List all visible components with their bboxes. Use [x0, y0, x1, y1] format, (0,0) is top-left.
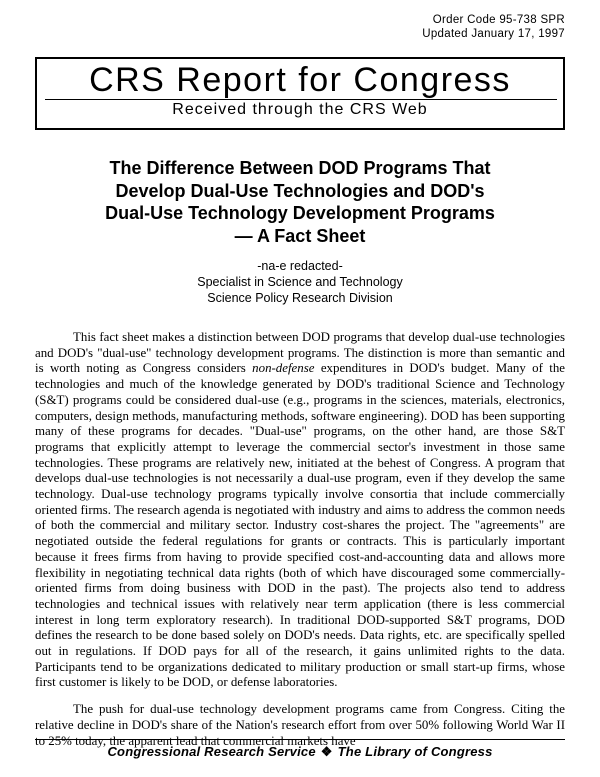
paragraph-1-text-pre: This fact sheet makes a distinction between DOD programs that develop dual-use technologies and DOD's "dual-use" technology development programs. The distinction is more than semantic and is worth noting as Congress considers: [35, 330, 565, 376]
report-title: [0, 157, 600, 247]
footer-loc-label: The Library of Congress: [337, 744, 493, 759]
paragraph-1-italic-phrase: non-defense: [252, 361, 315, 376]
author-role: Specialist in Science and Technology: [197, 275, 403, 289]
paragraph-2: The push for dual-use technology development programs came from Congress. Citing the relative decline in DOD's share of the Nation's research effort from over 50% following World War II to 25% today, the apparent lead that commercial markets have: [35, 702, 565, 748]
diamond-separator-icon: ❖: [320, 744, 333, 759]
masthead-title: CRS Report for Congress: [89, 61, 511, 99]
order-code-block: [422, 13, 565, 41]
author-block: [0, 258, 600, 306]
report-title-line-2: Develop Dual-Use Technologies and DOD's: [115, 180, 485, 201]
masthead-subtitle: Received through the CRS Web: [172, 101, 428, 118]
updated-date: Updated January 17, 1997: [422, 28, 565, 40]
order-code: Order Code 95-738 SPR: [432, 14, 565, 26]
report-title-line-3: Dual-Use Technology Development Programs: [105, 203, 495, 223]
report-title-line-4: — A Fact Sheet: [234, 225, 366, 246]
footer: [0, 744, 600, 760]
masthead-box: [35, 57, 565, 130]
author-name: -na-e redacted-: [257, 259, 343, 273]
footer-crs-label: Congressional Research Service: [107, 744, 316, 759]
report-title-line-1: The Difference Between DOD Programs That: [109, 158, 491, 178]
paragraph-1-text-post: expenditures in DOD's budget. Many of the technologies and much of the knowledge generated by DOD's traditional Science and Technology (S&T) programs could be considered dual-use (e.g., programs in the sciences, materials, electronics, computers, design methods, manufacturing methods, software engineering). DOD has been supporting many of these programs for decades. "Dual-use" programs, on the other hand, are those S&T programs that explicitly attempt to leverage the commercial sector's investment in those same technologies. These programs are relatively new, initiated at the behest of Congress. A program that develops dual-use technologies is not necessarily a dual-use program, even if they develop the same technology. Dual-use technology programs typically involve consortia that include commercially oriented firms. The research agenda is negotiated with industry and aims to address the common needs of both the commercial and military sector. Industry cost-shares the project. The "agreements" are negotiated outside the federal regulations for grants or contracts. This is particularly important because it frees firms from having to provide specified cost-and-accounting data and allows more flexibility in negotiating technical data rights (both of which have discouraged some commercially-oriented firms from doing business with DOD in the past). The projects also tend to address technologies and technical issues with relatively near term application (there is less commercial interest in long term exploratory research). In traditional DOD-supported S&T programs, DOD defines the research to be done based solely on DOD's needs. Data rights, etc. are specifically spelled out in regulations. If DOD pays for all of the research, it gains unlimited rights to the data. Participants tend to be organizations dedicated to military production or small start-up firms, whose first customer is likely to be DOD, or defense laboratories.: [35, 361, 565, 690]
report-body: [35, 330, 565, 749]
author-division: Science Policy Research Division: [207, 291, 393, 305]
paragraph-1: [35, 330, 565, 691]
footer-divider: [35, 739, 565, 740]
